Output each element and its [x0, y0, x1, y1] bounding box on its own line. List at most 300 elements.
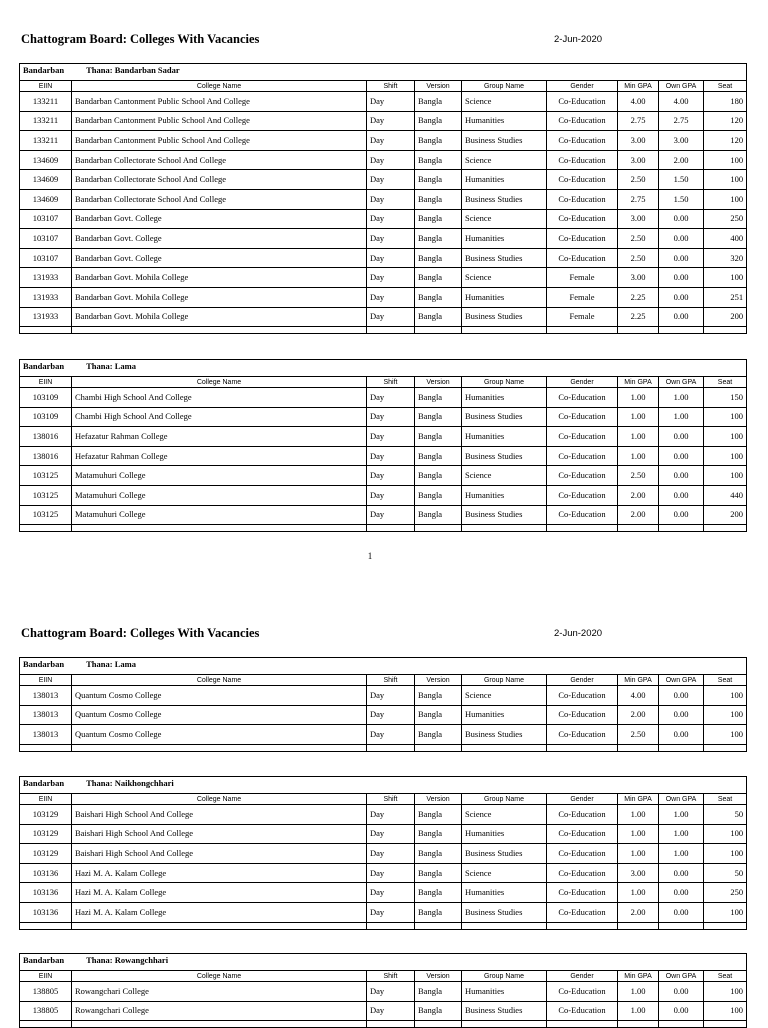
- table-cell: 100: [704, 407, 747, 427]
- table-cell: Bangla: [415, 725, 462, 745]
- table-cell: 100: [704, 1001, 747, 1021]
- table-row: [20, 407, 747, 427]
- table-cell: Humanities: [462, 982, 547, 1002]
- table-cell: Co-Education: [547, 824, 618, 844]
- table-cell: Co-Education: [547, 229, 618, 249]
- table-cell: 138016: [20, 446, 72, 466]
- column-header: College Name: [72, 794, 367, 805]
- table-cell: Day: [367, 446, 415, 466]
- table-cell: Bangla: [415, 307, 462, 327]
- column-header: EIIN: [20, 675, 72, 686]
- table-cell: Day: [367, 485, 415, 505]
- table-cell: 320: [704, 248, 747, 268]
- table-cell: 103109: [20, 407, 72, 427]
- table-cell: 103125: [20, 505, 72, 525]
- table-cell: Co-Education: [547, 982, 618, 1002]
- table-cell: Rowangchari College: [72, 1001, 367, 1021]
- table-cell: 1.00: [659, 805, 704, 825]
- table-cell: Hazi M. A. Kalam College: [72, 902, 367, 922]
- table-cell: Quantum Cosmo College: [72, 705, 367, 725]
- column-header: Version: [415, 675, 462, 686]
- table-row: [20, 111, 747, 131]
- table-cell: Co-Education: [547, 388, 618, 408]
- table-cell: Bandarban Cantonment Public School And College: [72, 111, 367, 131]
- table-cell: 120: [704, 131, 747, 151]
- column-header-row: [20, 81, 747, 92]
- table-cell: Co-Education: [547, 1001, 618, 1021]
- table-row: [20, 982, 747, 1002]
- table-cell: 103107: [20, 248, 72, 268]
- table-cell: 138013: [20, 686, 72, 706]
- section-table: [19, 359, 747, 532]
- table-cell: Bangla: [415, 844, 462, 864]
- table-cell: Co-Education: [547, 844, 618, 864]
- table-cell: Science: [462, 209, 547, 229]
- table-cell: 103125: [20, 466, 72, 486]
- table-cell: Day: [367, 686, 415, 706]
- table-row: [20, 287, 747, 307]
- table-cell: Day: [367, 92, 415, 112]
- table-cell: 0.00: [659, 686, 704, 706]
- table-row: [20, 248, 747, 268]
- table-cell: 3.00: [618, 268, 659, 288]
- table-cell: Day: [367, 229, 415, 249]
- table-cell: Baishari High School And College: [72, 805, 367, 825]
- table-cell: 2.75: [618, 189, 659, 209]
- table-cell: 138013: [20, 725, 72, 745]
- table-cell: 1.50: [659, 170, 704, 190]
- table-cell: Bangla: [415, 686, 462, 706]
- table-cell: Business Studies: [462, 307, 547, 327]
- table-row: [20, 686, 747, 706]
- section-table: [19, 657, 747, 752]
- column-header: EIIN: [20, 377, 72, 388]
- table-cell: 1.00: [618, 982, 659, 1002]
- table-cell: 1.00: [618, 388, 659, 408]
- table-cell: Day: [367, 170, 415, 190]
- table-cell: 0.00: [659, 466, 704, 486]
- table-cell: 1.00: [618, 446, 659, 466]
- table-cell: 0.00: [659, 705, 704, 725]
- section-footer: [20, 327, 747, 334]
- table-cell: Quantum Cosmo College: [72, 725, 367, 745]
- table-cell: Co-Education: [547, 189, 618, 209]
- table-cell: 131933: [20, 287, 72, 307]
- column-header: Own GPA: [659, 377, 704, 388]
- column-header: Version: [415, 377, 462, 388]
- table-cell: 138013: [20, 705, 72, 725]
- column-header: Shift: [367, 377, 415, 388]
- table-cell: Day: [367, 725, 415, 745]
- table-cell: 131933: [20, 307, 72, 327]
- table-cell: Bangla: [415, 705, 462, 725]
- table-cell: 1.00: [618, 883, 659, 903]
- table-cell: 1.00: [659, 388, 704, 408]
- table-cell: Bandarban Collectorate School And College: [72, 170, 367, 190]
- table-cell: 138805: [20, 1001, 72, 1021]
- table-cell: 120: [704, 111, 747, 131]
- table-cell: 0.00: [659, 1001, 704, 1021]
- table-cell: Day: [367, 982, 415, 1002]
- column-header-row: [20, 377, 747, 388]
- table-row: [20, 902, 747, 922]
- table-cell: Co-Education: [547, 805, 618, 825]
- page-number: 1: [367, 551, 373, 561]
- column-header: Own GPA: [659, 971, 704, 982]
- column-header: Group Name: [462, 675, 547, 686]
- table-cell: 100: [704, 446, 747, 466]
- table-cell: Day: [367, 248, 415, 268]
- table-cell: Humanities: [462, 427, 547, 447]
- page-title: Chattogram Board: Colleges With Vacancies: [21, 32, 260, 46]
- report-date: 2-Jun-2020: [554, 628, 603, 639]
- table-cell: Matamuhuri College: [72, 505, 367, 525]
- table-row: [20, 824, 747, 844]
- table-cell: Science: [462, 268, 547, 288]
- table-cell: 250: [704, 209, 747, 229]
- table-cell: Day: [367, 287, 415, 307]
- column-header: College Name: [72, 675, 367, 686]
- column-header: Gender: [547, 971, 618, 982]
- table-cell: 0.00: [659, 505, 704, 525]
- table-cell: Science: [462, 150, 547, 170]
- table-cell: 4.00: [618, 92, 659, 112]
- table-cell: 1.00: [618, 427, 659, 447]
- table-cell: Humanities: [462, 111, 547, 131]
- table-cell: 0.00: [659, 446, 704, 466]
- table-cell: 0.00: [659, 902, 704, 922]
- column-header: Min GPA: [618, 794, 659, 805]
- column-header: Shift: [367, 675, 415, 686]
- table-cell: Baishari High School And College: [72, 844, 367, 864]
- table-cell: 100: [704, 844, 747, 864]
- table-cell: Science: [462, 805, 547, 825]
- table-row: [20, 307, 747, 327]
- table-cell: Co-Education: [547, 407, 618, 427]
- table-cell: Co-Education: [547, 111, 618, 131]
- district-label: Bandarban: [23, 955, 65, 965]
- table-cell: 50: [704, 805, 747, 825]
- table-cell: Bandarban Govt. College: [72, 229, 367, 249]
- table-cell: Matamuhuri College: [72, 466, 367, 486]
- table-cell: 133211: [20, 111, 72, 131]
- table-cell: 0.00: [659, 883, 704, 903]
- table-cell: Female: [547, 268, 618, 288]
- table-cell: 1.00: [659, 824, 704, 844]
- table-cell: 103129: [20, 824, 72, 844]
- table-cell: 2.25: [618, 287, 659, 307]
- section-footer: [20, 1021, 747, 1028]
- table-cell: 103136: [20, 883, 72, 903]
- table-cell: 2.00: [618, 485, 659, 505]
- table-cell: 2.50: [618, 229, 659, 249]
- table-cell: Female: [547, 307, 618, 327]
- table-cell: Day: [367, 805, 415, 825]
- column-header: Seat: [704, 81, 747, 92]
- thana-label: Thana: Bandarban Sadar: [86, 65, 180, 75]
- table-cell: Bandarban Collectorate School And College: [72, 189, 367, 209]
- table-cell: Bangla: [415, 863, 462, 883]
- column-header: Seat: [704, 794, 747, 805]
- table-cell: Day: [367, 407, 415, 427]
- table-cell: 103109: [20, 388, 72, 408]
- section-location: [20, 360, 747, 377]
- table-cell: 0.00: [659, 863, 704, 883]
- district-label: Bandarban: [23, 361, 65, 371]
- table-cell: Bangla: [415, 505, 462, 525]
- column-header: EIIN: [20, 81, 72, 92]
- table-cell: 440: [704, 485, 747, 505]
- column-header: Own GPA: [659, 794, 704, 805]
- table-cell: Day: [367, 883, 415, 903]
- table-cell: Humanities: [462, 170, 547, 190]
- column-header: Shift: [367, 971, 415, 982]
- column-header: Version: [415, 794, 462, 805]
- table-row: [20, 705, 747, 725]
- table-cell: Business Studies: [462, 189, 547, 209]
- table-row: [20, 863, 747, 883]
- table-cell: Co-Education: [547, 248, 618, 268]
- table-cell: Bandarban Govt. College: [72, 248, 367, 268]
- column-header: Version: [415, 971, 462, 982]
- table-cell: Co-Education: [547, 446, 618, 466]
- thana-label: Thana: Lama: [86, 361, 136, 371]
- column-header: Gender: [547, 794, 618, 805]
- table-cell: 131933: [20, 268, 72, 288]
- table-cell: 1.00: [659, 407, 704, 427]
- table-cell: Bangla: [415, 170, 462, 190]
- table-cell: Day: [367, 1001, 415, 1021]
- table-row: [20, 268, 747, 288]
- table-cell: 0.00: [659, 427, 704, 447]
- table-cell: 3.00: [618, 150, 659, 170]
- table-cell: 1.00: [618, 824, 659, 844]
- column-header: Gender: [547, 81, 618, 92]
- table-cell: Business Studies: [462, 505, 547, 525]
- table-cell: Hefazatur Rahman College: [72, 446, 367, 466]
- table-row: [20, 150, 747, 170]
- table-cell: Day: [367, 131, 415, 151]
- table-cell: Business Studies: [462, 407, 547, 427]
- table-cell: Science: [462, 466, 547, 486]
- column-header: Min GPA: [618, 971, 659, 982]
- table-cell: 400: [704, 229, 747, 249]
- table-cell: Quantum Cosmo College: [72, 686, 367, 706]
- column-header: Seat: [704, 675, 747, 686]
- table-cell: Bangla: [415, 883, 462, 903]
- table-cell: 0.00: [659, 268, 704, 288]
- table-cell: 200: [704, 505, 747, 525]
- table-cell: Bandarban Cantonment Public School And College: [72, 92, 367, 112]
- thana-label: Thana: Naikhongchhari: [86, 778, 174, 788]
- table-cell: 103107: [20, 209, 72, 229]
- table-cell: Business Studies: [462, 446, 547, 466]
- table-cell: 250: [704, 883, 747, 903]
- column-header: Shift: [367, 794, 415, 805]
- table-cell: Co-Education: [547, 883, 618, 903]
- table-cell: 2.00: [618, 705, 659, 725]
- table-row: [20, 485, 747, 505]
- column-header: Version: [415, 81, 462, 92]
- table-cell: Co-Education: [547, 427, 618, 447]
- table-cell: 103125: [20, 485, 72, 505]
- table-cell: 103129: [20, 844, 72, 864]
- table-cell: Female: [547, 287, 618, 307]
- table-cell: 134609: [20, 150, 72, 170]
- table-cell: 133211: [20, 92, 72, 112]
- table-cell: Business Studies: [462, 131, 547, 151]
- table-cell: 100: [704, 427, 747, 447]
- table-cell: Co-Education: [547, 686, 618, 706]
- table-cell: Humanities: [462, 824, 547, 844]
- table-cell: Business Studies: [462, 248, 547, 268]
- table-cell: Bangla: [415, 229, 462, 249]
- table-cell: Day: [367, 902, 415, 922]
- table-cell: Day: [367, 189, 415, 209]
- table-cell: 103136: [20, 902, 72, 922]
- table-cell: 100: [704, 268, 747, 288]
- table-cell: Bangla: [415, 131, 462, 151]
- table-row: [20, 209, 747, 229]
- thana-label: Thana: Rowangchhari: [86, 955, 169, 965]
- column-header-row: [20, 675, 747, 686]
- table-cell: 1.00: [618, 805, 659, 825]
- table-row: [20, 1001, 747, 1021]
- table-cell: Co-Education: [547, 170, 618, 190]
- table-cell: 2.75: [659, 111, 704, 131]
- table-cell: Co-Education: [547, 209, 618, 229]
- table-cell: Day: [367, 863, 415, 883]
- table-cell: 2.00: [659, 150, 704, 170]
- table-cell: Bangla: [415, 982, 462, 1002]
- table-cell: Bandarban Cantonment Public School And College: [72, 131, 367, 151]
- column-header: Seat: [704, 377, 747, 388]
- table-cell: Bangla: [415, 287, 462, 307]
- table-cell: Day: [367, 505, 415, 525]
- table-cell: Bangla: [415, 902, 462, 922]
- table-cell: 0.00: [659, 229, 704, 249]
- table-cell: Day: [367, 427, 415, 447]
- table-cell: 4.00: [659, 92, 704, 112]
- table-cell: Hefazatur Rahman College: [72, 427, 367, 447]
- section-location: [20, 954, 747, 971]
- table-cell: 4.00: [618, 686, 659, 706]
- table-cell: Bangla: [415, 209, 462, 229]
- table-cell: 100: [704, 686, 747, 706]
- table-cell: Day: [367, 705, 415, 725]
- column-header: EIIN: [20, 971, 72, 982]
- table-cell: Bangla: [415, 150, 462, 170]
- table-cell: Bangla: [415, 189, 462, 209]
- table-cell: 3.00: [618, 209, 659, 229]
- table-cell: 50: [704, 863, 747, 883]
- column-header: College Name: [72, 81, 367, 92]
- table-cell: 1.00: [659, 844, 704, 864]
- table-cell: 3.00: [659, 131, 704, 151]
- table-cell: Bangla: [415, 248, 462, 268]
- column-header: Own GPA: [659, 675, 704, 686]
- table-cell: 1.00: [618, 844, 659, 864]
- table-cell: Day: [367, 150, 415, 170]
- table-cell: Chambi High School And College: [72, 407, 367, 427]
- table-cell: Bangla: [415, 407, 462, 427]
- table-cell: Day: [367, 844, 415, 864]
- table-cell: 103136: [20, 863, 72, 883]
- table-cell: Bandarban Govt. Mohila College: [72, 307, 367, 327]
- column-header: Own GPA: [659, 81, 704, 92]
- table-cell: Co-Education: [547, 902, 618, 922]
- table-row: [20, 844, 747, 864]
- table-row: [20, 92, 747, 112]
- table-cell: 100: [704, 170, 747, 190]
- column-header-row: [20, 794, 747, 805]
- table-cell: 2.75: [618, 111, 659, 131]
- table-row: [20, 805, 747, 825]
- column-header: College Name: [72, 377, 367, 388]
- table-cell: 2.00: [618, 902, 659, 922]
- column-header: Group Name: [462, 794, 547, 805]
- table-cell: 134609: [20, 189, 72, 209]
- table-cell: Bangla: [415, 1001, 462, 1021]
- table-cell: Day: [367, 388, 415, 408]
- table-cell: Bangla: [415, 485, 462, 505]
- table-cell: Humanities: [462, 287, 547, 307]
- page-title: Chattogram Board: Colleges With Vacancies: [21, 626, 260, 640]
- table-cell: 133211: [20, 131, 72, 151]
- table-row: [20, 189, 747, 209]
- table-row: [20, 466, 747, 486]
- column-header: Group Name: [462, 971, 547, 982]
- table-cell: 2.50: [618, 248, 659, 268]
- table-cell: 134609: [20, 170, 72, 190]
- table-cell: 100: [704, 150, 747, 170]
- section-footer: [20, 744, 747, 751]
- table-cell: Co-Education: [547, 705, 618, 725]
- table-cell: 1.00: [618, 1001, 659, 1021]
- table-cell: 0.00: [659, 725, 704, 745]
- table-row: [20, 725, 747, 745]
- table-cell: 2.50: [618, 466, 659, 486]
- column-header: Shift: [367, 81, 415, 92]
- table-cell: Bangla: [415, 466, 462, 486]
- table-cell: 1.00: [618, 407, 659, 427]
- table-cell: Business Studies: [462, 902, 547, 922]
- table-row: [20, 388, 747, 408]
- column-header: Min GPA: [618, 81, 659, 92]
- table-cell: 100: [704, 466, 747, 486]
- table-cell: 103129: [20, 805, 72, 825]
- table-cell: Bangla: [415, 388, 462, 408]
- column-header: Seat: [704, 971, 747, 982]
- column-header: Gender: [547, 377, 618, 388]
- table-cell: Day: [367, 268, 415, 288]
- table-cell: 100: [704, 725, 747, 745]
- table-row: [20, 427, 747, 447]
- column-header: Min GPA: [618, 377, 659, 388]
- district-label: Bandarban: [23, 778, 65, 788]
- table-cell: Science: [462, 92, 547, 112]
- table-cell: Humanities: [462, 705, 547, 725]
- column-header: Min GPA: [618, 675, 659, 686]
- table-row: [20, 170, 747, 190]
- table-cell: Business Studies: [462, 725, 547, 745]
- table-cell: Bangla: [415, 824, 462, 844]
- table-cell: 0.00: [659, 248, 704, 268]
- table-cell: 100: [704, 902, 747, 922]
- section-table: [19, 63, 747, 334]
- column-header: College Name: [72, 971, 367, 982]
- table-cell: 100: [704, 705, 747, 725]
